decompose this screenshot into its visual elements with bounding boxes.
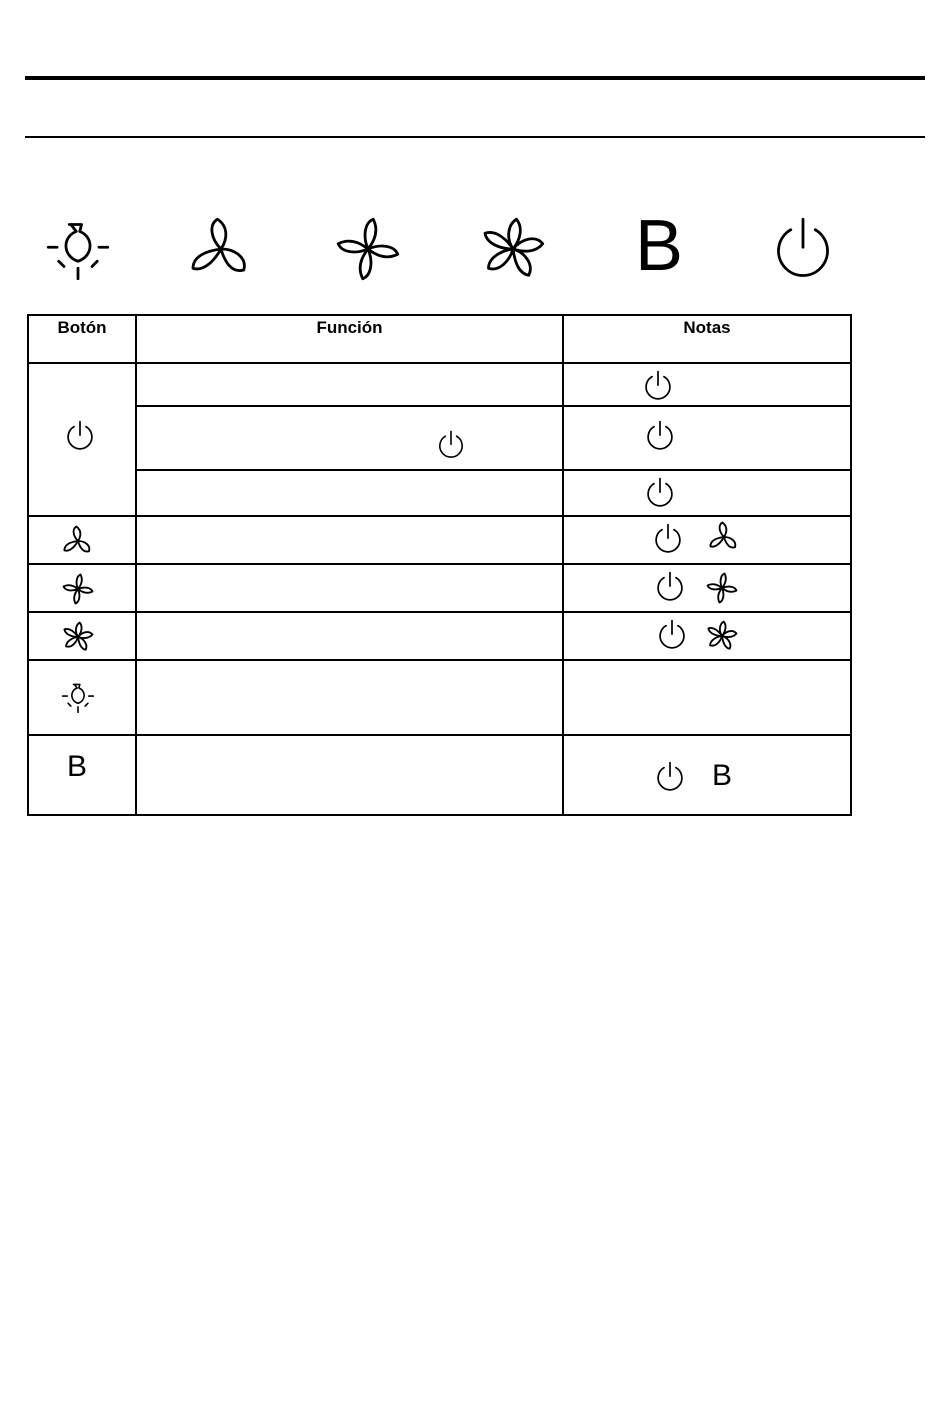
power-icon [641,369,675,403]
power-icon [643,419,677,453]
fan-speed-1-icon [61,524,95,558]
fan-speed-3-icon [61,620,95,654]
power-icon [435,429,467,461]
fan-speed-2-icon [61,572,95,606]
power-icon [653,760,687,794]
boost-b-icon: B [711,759,732,792]
light-icon [60,679,96,715]
fan-speed-3-icon [705,619,739,653]
power-icon [768,214,838,284]
power-icon [643,476,677,510]
power-icon [653,570,687,604]
fan-speed-1-icon [186,214,256,284]
header-function: Función [316,318,383,337]
header-notes: Notas [683,318,731,337]
fan-speed-2-icon [705,571,739,605]
fan-speed-3-icon [478,214,548,284]
power-icon [651,522,685,556]
header-button: Botón [57,318,107,337]
top-divider-thick [25,76,925,80]
light-icon [43,214,113,284]
boost-b-icon: B [634,206,684,286]
power-icon [655,618,689,652]
button-function-table [27,314,852,816]
power-icon [63,419,97,453]
boost-b-icon: B [66,750,87,783]
fan-speed-2-icon [333,214,403,284]
fan-speed-1-icon [707,520,741,554]
top-divider-thin [25,136,925,138]
